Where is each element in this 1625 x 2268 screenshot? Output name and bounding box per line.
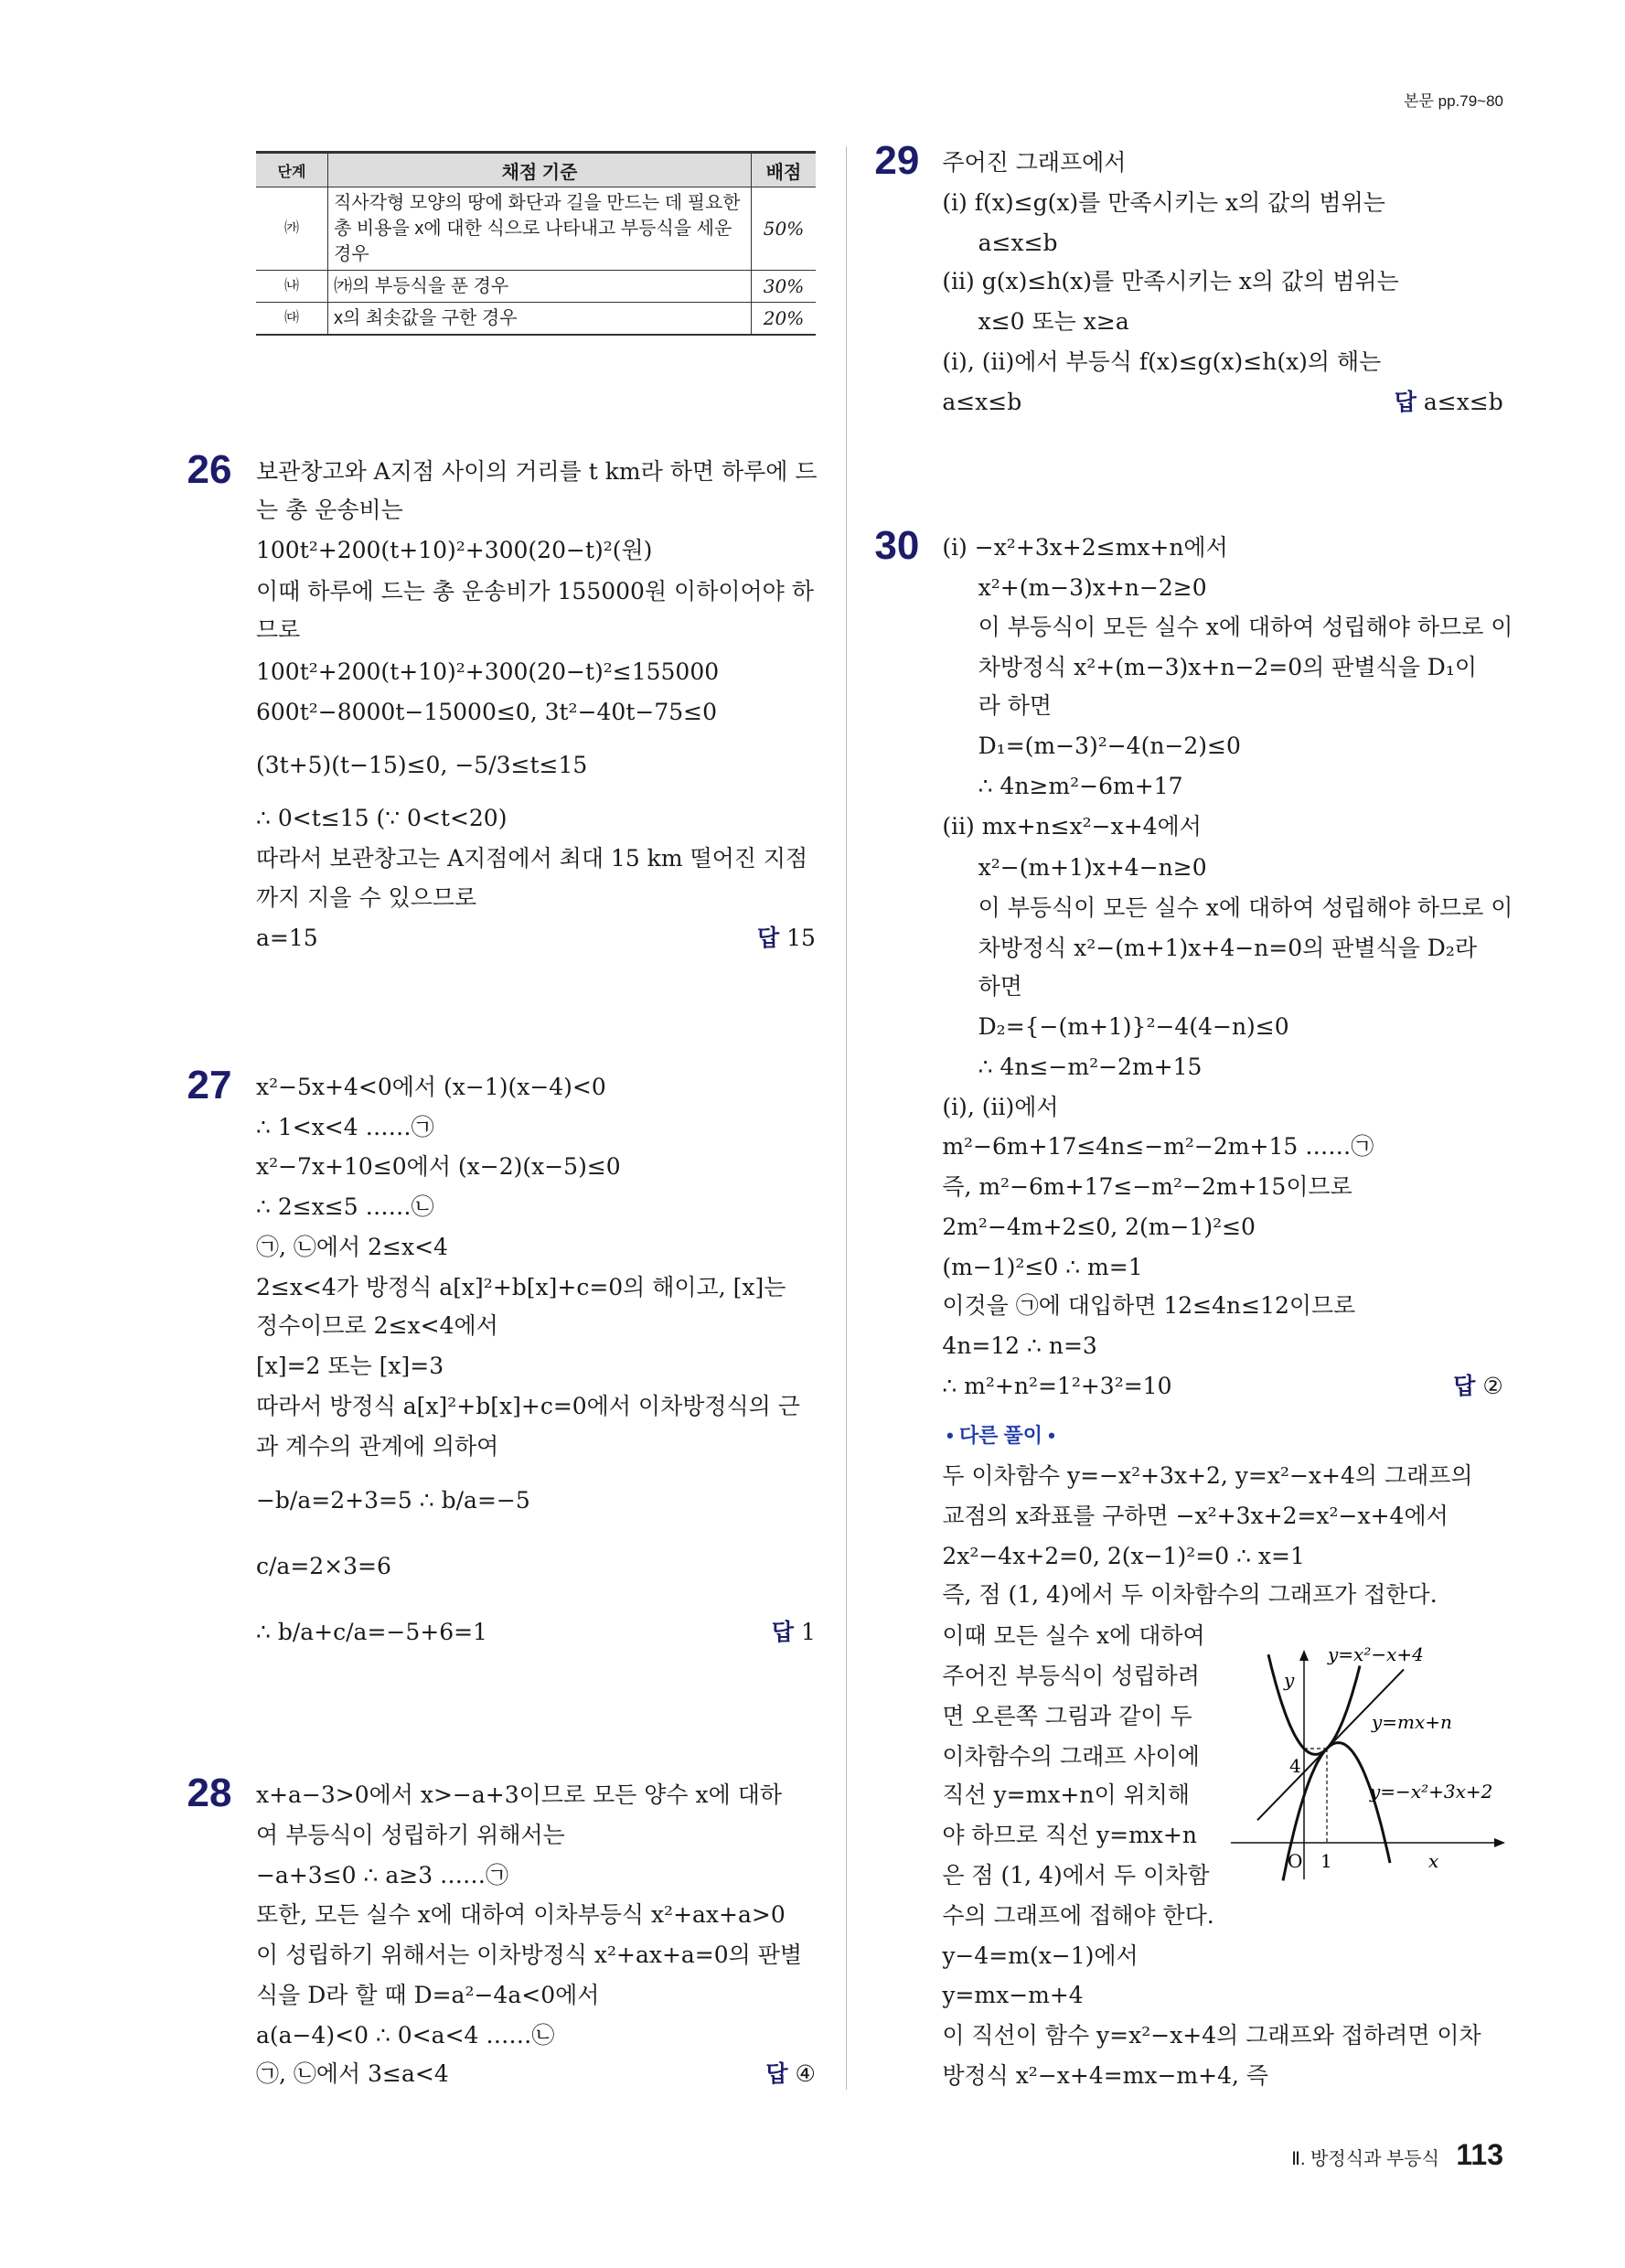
problem-number: 27 — [187, 1063, 232, 1108]
solution-line: 즉, m²−6m+17≤−m²−2m+15이므로 — [942, 1172, 1352, 1200]
problem-number: 29 — [874, 137, 920, 183]
solution-line: x²−7x+10≤0에서 (x−2)(x−5)≤0 — [255, 1152, 621, 1180]
page-footer — [1291, 2138, 1503, 2172]
page-reference: 본문 pp.79~80 — [1404, 92, 1503, 110]
answer-value: ② — [1482, 1373, 1503, 1400]
answer-value: a≤x≤b — [1423, 389, 1503, 416]
grading-table — [256, 151, 816, 336]
solution-line: 따라서 보관창고는 A지점에서 최대 15 km 떨어진 지점 — [255, 845, 808, 872]
alt-solution-line: 이때 모든 실수 x에 대하여 — [942, 1621, 1205, 1649]
solution-line: 는 총 운송비는 — [255, 497, 403, 524]
solution-line: ∴ 4n≥m²−6m+17 — [978, 773, 1183, 800]
solution-line: a=15 — [255, 924, 318, 951]
alt-solution-line: 은 점 (1, 4)에서 두 이차함 — [942, 1862, 1210, 1889]
x-axis-arrow-icon — [1494, 1838, 1505, 1847]
answer-value: 1 — [801, 1619, 816, 1646]
answer — [772, 1619, 816, 1646]
solution-line: (m−1)²≤0 ∴ m=1 — [942, 1253, 1143, 1280]
solution-line: 정수이므로 2≤x<4에서 — [255, 1312, 498, 1340]
parabola-tangent-graph — [1225, 1610, 1527, 1884]
guide-dashed-lines — [1304, 1749, 1327, 1843]
table-row — [256, 303, 816, 336]
alt-solution-line: 방정식 x²−x+4=mx−m+4, 즉 — [942, 2061, 1269, 2089]
solution-line: x²+(m−3)x+n−2≥0 — [978, 574, 1207, 602]
solution-line: ∴ 2≤x≤5 ……㉡ — [255, 1193, 434, 1220]
problem-number: 28 — [187, 1771, 232, 1816]
solution-line: c/a=2×3=6 — [255, 1552, 391, 1579]
solution-line: 과 계수의 관계에 의하여 — [255, 1433, 499, 1460]
step-cell: ㈏ — [256, 271, 328, 303]
solution-line: 식을 D라 할 때 D=a²−4a<0에서 — [255, 1981, 600, 2008]
solution-line: 100t²+200(t+10)²+300(20−t)²≤155000 — [255, 658, 720, 685]
alt-solution-line: 직선 y=mx+n이 위치해 — [942, 1781, 1191, 1809]
solution-line: 이 부등식이 모든 실수 x에 대하여 성립해야 하므로 이 — [978, 893, 1513, 921]
solution-line: ∴ 4n≤−m²−2m+15 — [978, 1054, 1203, 1081]
solution-line: a≤x≤b — [942, 389, 1022, 416]
solution-line: 600t²−8000t−15000≤0, 3t²−40t−75≤0 — [255, 698, 718, 725]
x-axis-label: x — [1428, 1850, 1439, 1872]
lower-parabola-label: y=−x²+3x+2 — [1370, 1781, 1493, 1803]
answer-label: 답 — [1394, 390, 1417, 416]
solution-line: ㉠, ㉡에서 2≤x<4 — [255, 1233, 448, 1260]
solution-line: (ⅰ), (ⅱ)에서 부등식 f(x)≤g(x)≤h(x)의 해는 — [942, 348, 1382, 376]
alt-solution-line: 두 이차함수 y=−x²+3x+2, y=x²−x+4의 그래프의 — [942, 1461, 1473, 1489]
answer-label: 답 — [1453, 1374, 1476, 1400]
solution-line: m²−6m+17≤4n≤−m²−2m+15 ……㉠ — [942, 1132, 1374, 1160]
table-row — [256, 271, 816, 303]
solution-line: (ⅱ) mx+n≤x²−x+4에서 — [942, 813, 1202, 840]
solution-line: −b/a=2+3=5 ∴ b/a=−5 — [255, 1486, 530, 1514]
solution-line: 하면 — [978, 973, 1022, 1000]
solution-line: 므로 — [255, 615, 301, 643]
alt-solution-title: • 다른 풀이 • — [946, 1423, 1055, 1447]
solution-line: ∴ 0<t≤15 (∵ 0<t<20) — [255, 805, 508, 832]
alt-solution-line: 주어진 부등식이 성립하려 — [942, 1662, 1200, 1689]
criteria-cell: ㈎의 부등식을 푼 경우 — [328, 271, 752, 303]
solution-line: x+a−3>0에서 x>−a+3이므로 모든 양수 x에 대하 — [255, 1781, 783, 1809]
solution-line: 2≤x<4가 방정식 a[x]²+b[x]+c=0의 해이고, [x]는 — [255, 1273, 786, 1300]
y-axis-arrow-icon — [1299, 1650, 1309, 1661]
alt-solution-line: 수의 그래프에 접해야 한다. — [942, 1902, 1214, 1930]
solution-line: (ⅰ) −x²+3x+2≤mx+n에서 — [942, 534, 1228, 562]
solution-line: 라 하면 — [978, 692, 1053, 720]
alt-solution-line: 2x²−4x+2=0, 2(x−1)²=0 ∴ x=1 — [942, 1542, 1305, 1569]
solution-line: ∴ b/a+c/a=−5+6=1 — [255, 1619, 487, 1646]
answer-value: 15 — [786, 924, 816, 951]
alt-solution-line: y−4=m(x−1)에서 — [942, 1942, 1139, 1970]
header-step: 단계 — [256, 153, 328, 187]
solution-line: (ⅰ), (ⅱ)에서 — [942, 1094, 1059, 1121]
solution-line: D₁=(m−3)²−4(n−2)≤0 — [978, 733, 1241, 760]
step-cell: ㈐ — [256, 303, 328, 336]
chapter-title: Ⅱ. 방정식과 부등식 — [1291, 2149, 1439, 2169]
solution-line: 4n=12 ∴ n=3 — [942, 1332, 1097, 1360]
solution-line: −a+3≤0 ∴ a≥3 ……㉠ — [255, 1862, 509, 1889]
alt-solution-line: 이 직선이 함수 y=x²−x+4의 그래프와 접하려면 이차 — [942, 2021, 1481, 2049]
score-cell: 50% — [752, 187, 817, 271]
solution-line: 또한, 모든 실수 x에 대하여 이차부등식 x²+ax+a>0 — [255, 1900, 786, 1928]
table-row — [256, 187, 816, 271]
alt-solution-line: y=mx−m+4 — [942, 1981, 1084, 2008]
alt-solution-line: 이차함수의 그래프 사이에 — [942, 1742, 1200, 1770]
origin-label: O — [1288, 1850, 1303, 1872]
solution-line: ∴ m²+n²=1²+3²=10 — [942, 1373, 1172, 1400]
answer — [1395, 389, 1503, 416]
solution-line: a(a−4)<0 ∴ 0<a<4 ……㉡ — [255, 2021, 555, 2049]
answer-label: 답 — [756, 925, 780, 951]
solution-line: x≤0 또는 x≥a — [978, 308, 1129, 336]
answer-label: 답 — [771, 1620, 794, 1646]
problem-number: 26 — [187, 446, 232, 492]
solution-line: D₂={−(m+1)}²−4(4−n)≤0 — [978, 1013, 1289, 1041]
line-label: y=mx+n — [1372, 1711, 1452, 1733]
solution-line: 이 성립하기 위해서는 이차방정식 x²+ax+a=0의 판별 — [255, 1941, 803, 1968]
answer — [757, 925, 816, 952]
table-header-row — [256, 153, 816, 187]
alt-solution-line: 면 오른쪽 그림과 같이 두 — [942, 1702, 1192, 1729]
solution-line: 여 부등식이 성립하기 위해서는 — [255, 1822, 565, 1849]
upper-parabola — [1268, 1654, 1360, 1754]
criteria-cell: 직사각형 모양의 땅에 화단과 길을 만드는 데 필요한 총 비용을 x에 대한 식으로 나타내고 부등식을 세운 경우 — [328, 187, 752, 271]
score-cell: 30% — [752, 271, 817, 303]
solution-line: 이때 하루에 드는 총 운송비가 155000원 이하이어야 하 — [255, 577, 814, 604]
solution-line: 2m²−4m+2≤0, 2(m−1)²≤0 — [942, 1213, 1256, 1240]
solution-line: [x]=2 또는 [x]=3 — [255, 1353, 444, 1380]
answer — [765, 2060, 816, 2088]
answer — [1453, 1373, 1503, 1400]
solution-line: (ⅰ) f(x)≤g(x)를 만족시키는 x의 값의 범위는 — [942, 188, 1385, 216]
upper-parabola-label: y=x²−x+4 — [1328, 1643, 1424, 1665]
solution-line: x²−(m+1)x+4−n≥0 — [978, 853, 1207, 881]
y-axis-label: y — [1284, 1669, 1295, 1691]
tick-y-label: 4 — [1289, 1755, 1301, 1777]
solution-line: 100t²+200(t+10)²+300(20−t)²(원) — [255, 537, 653, 564]
solution-line: (3t+5)(t−15)≤0, −5/3≤t≤15 — [255, 751, 588, 778]
solution-line: x²−5x+4<0에서 (x−1)(x−4)<0 — [255, 1074, 606, 1101]
solution-line: a≤x≤b — [978, 229, 1058, 256]
alt-solution-line: 교점의 x좌표를 구하면 −x²+3x+2=x²−x+4에서 — [942, 1502, 1449, 1529]
solution-line: 따라서 방정식 a[x]²+b[x]+c=0에서 이차방정식의 근 — [255, 1393, 800, 1420]
criteria-cell: x의 최솟값을 구한 경우 — [328, 303, 752, 336]
solution-line: 이 부등식이 모든 실수 x에 대하여 성립해야 하므로 이 — [978, 613, 1513, 640]
answer-label: 답 — [765, 2061, 788, 2088]
column-divider — [846, 146, 847, 2090]
step-cell: ㈎ — [256, 187, 328, 271]
tick-x-label: 1 — [1320, 1850, 1332, 1872]
solution-line: 까지 지을 수 있으므로 — [255, 883, 477, 911]
solution-line: (ⅱ) g(x)≤h(x)를 만족시키는 x의 값의 범위는 — [942, 268, 1399, 295]
solution-line: 주어진 그래프에서 — [942, 148, 1127, 176]
solution-line: 차방정식 x²+(m−3)x+n−2=0의 판별식을 D₁이 — [978, 653, 1478, 680]
score-cell: 20% — [752, 303, 817, 336]
alt-solution-line: 즉, 점 (1, 4)에서 두 이차함수의 그래프가 접한다. — [942, 1581, 1438, 1609]
page-number: 113 — [1456, 2138, 1503, 2171]
solution-line: 차방정식 x²−(m+1)x+4−n=0의 판별식을 D₂라 — [978, 934, 1478, 961]
solution-line: ㉠, ㉡에서 3≤a<4 — [255, 2060, 449, 2088]
answer-value: ④ — [795, 2060, 816, 2088]
header-score: 배점 — [752, 153, 817, 187]
problem-number: 30 — [874, 523, 920, 569]
solution-line: 이것을 ㉠에 대입하면 12≤4n≤12이므로 — [942, 1292, 1356, 1320]
solution-line: 보관창고와 A지점 사이의 거리를 t km라 하면 하루에 드 — [255, 457, 818, 485]
header-criteria: 채점 기준 — [328, 153, 752, 187]
solution-line: ∴ 1<x<4 ……㉠ — [255, 1114, 434, 1141]
alt-solution-line: 야 하므로 직선 y=mx+n — [942, 1822, 1197, 1849]
